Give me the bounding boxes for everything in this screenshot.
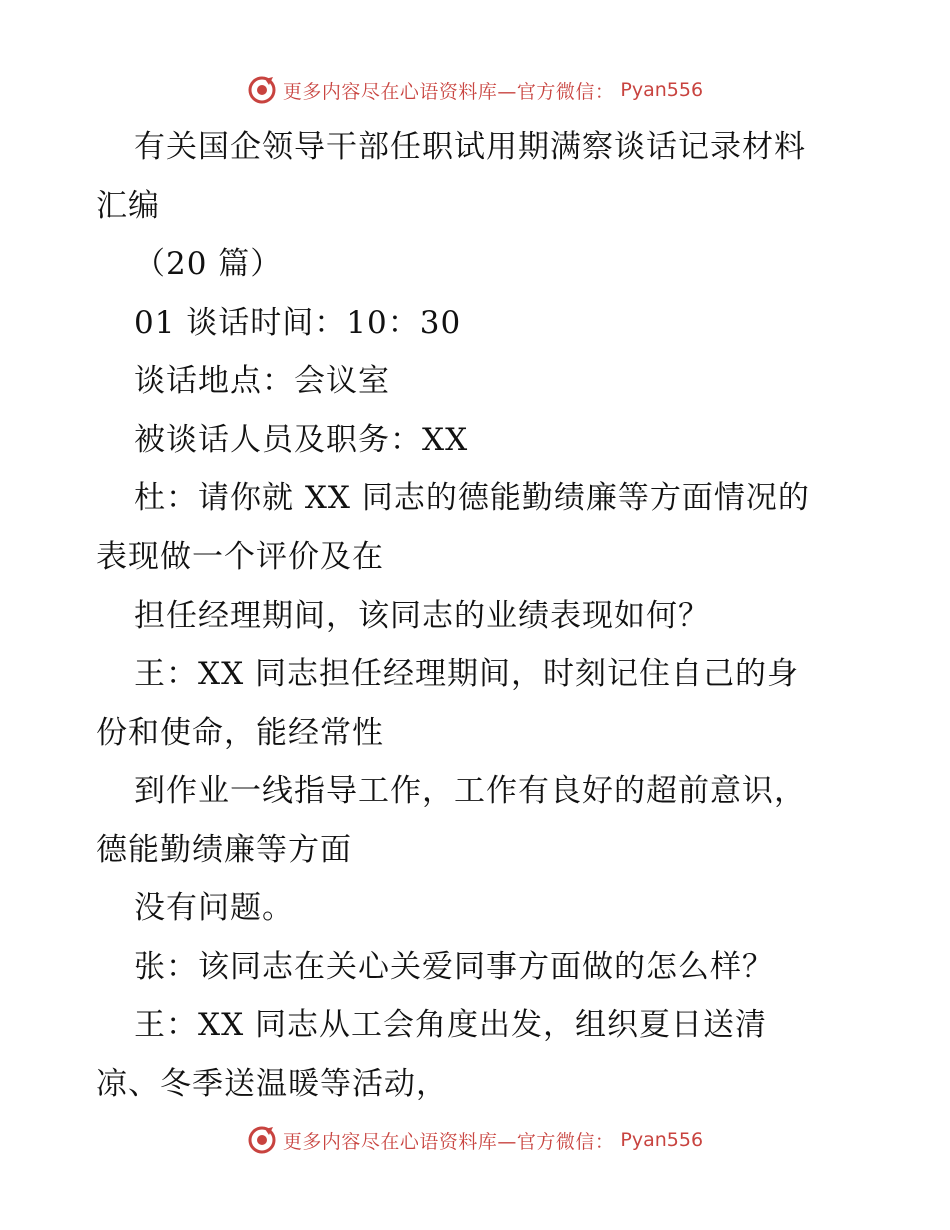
doc-title: 有关国企领导干部任职试用期满察谈话记录材料	[134, 129, 806, 165]
header-watermark	[0, 70, 950, 110]
doc-line: 谈话地点：会议室	[134, 363, 390, 399]
doc-line: 杜：请你就 XX 同志的德能勤绩廉等方面情况的	[134, 480, 810, 516]
watermark-text: 更多内容尽在心语资料库—官方微信：	[282, 1130, 615, 1153]
logo-icon	[247, 1125, 277, 1155]
watermark-id: Pyan556	[620, 79, 704, 101]
doc-line: 张：该同志在关心关爱同事方面做的怎么样？	[134, 949, 774, 985]
doc-line: 份和使命，能经常性	[96, 715, 384, 751]
doc-line: 被谈话人员及职务：XX	[134, 422, 469, 458]
watermark-id: Pyan556	[620, 1129, 704, 1151]
doc-line: 担任经理期间，该同志的业绩表现如何？	[134, 598, 710, 634]
doc-line: 凉、冬季送温暖等活动，	[96, 1066, 448, 1102]
doc-line: 到作业一线指导工作，工作有良好的超前意识，	[134, 773, 806, 809]
doc-subtitle: （20 篇）	[134, 246, 283, 282]
doc-line: 01 谈话时间：10：30	[134, 305, 462, 341]
doc-title-cont: 汇编	[96, 188, 160, 224]
watermark-text: 更多内容尽在心语资料库—官方微信：	[282, 80, 615, 103]
doc-line: 表现做一个评价及在	[96, 539, 384, 575]
logo-icon	[247, 75, 277, 105]
doc-line: 没有问题。	[134, 890, 294, 926]
doc-line: 德能勤绩廉等方面	[96, 832, 352, 868]
doc-line: 王：XX 同志从工会角度出发，组织夏日送清	[134, 1007, 767, 1043]
doc-line: 王：XX 同志担任经理期间，时刻记住自己的身	[134, 656, 799, 692]
footer-watermark	[0, 1120, 950, 1160]
